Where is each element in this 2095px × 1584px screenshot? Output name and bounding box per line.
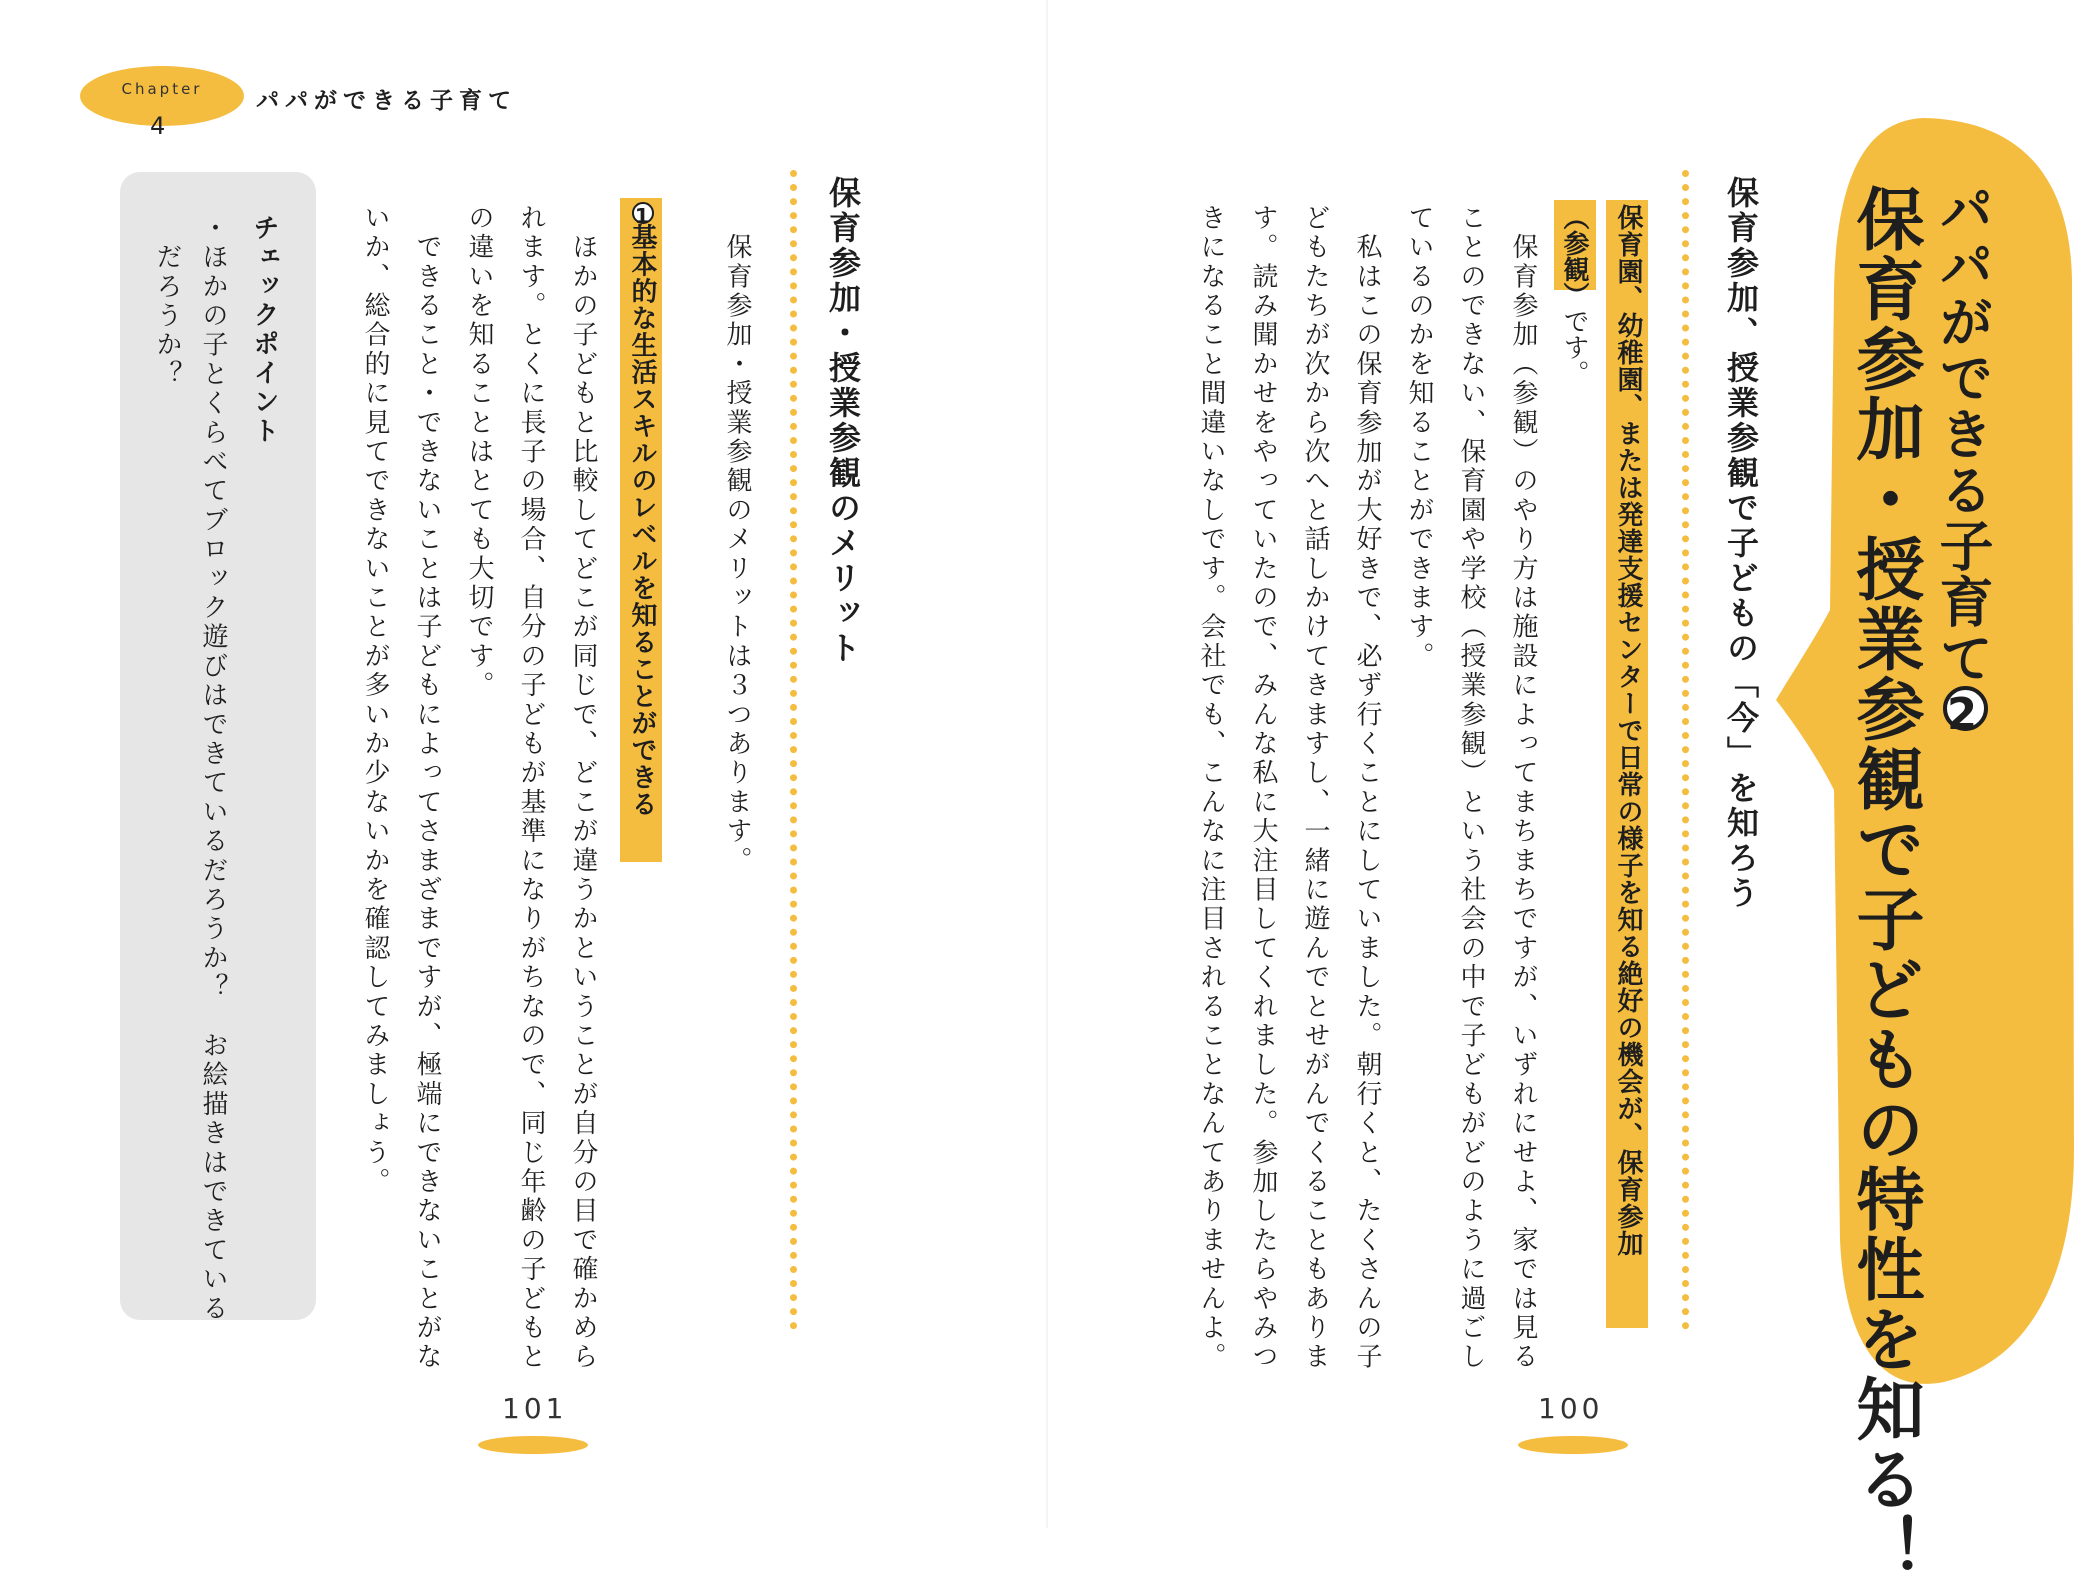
right-paragraph2-line4: きになること間違いなしです。会社でも、こんなに注目されることなんてありませんよ。 [1196, 204, 1226, 1372]
title-number-badge: 2 [1943, 686, 1988, 731]
lead-text: 保育園、幼稚園、または発達支援センターで日常の様子を知る絶好の機会が、保育参加 [1613, 204, 1643, 1257]
left-heading: 保育参加・授業参観のメリット [824, 176, 862, 666]
checkpoint-title: チェックポイント [249, 214, 279, 446]
lead-continuation-bold: （参観） [1559, 204, 1589, 308]
chapter-title: パパができる子育て [256, 88, 517, 114]
page-number-right-blob [1518, 1436, 1628, 1454]
right-paragraph1-line2: ことのできない、保育園や学校（授業参観）という社会の中で子どもがどのように過ごし [1456, 204, 1486, 1372]
left-paragraph1-line2: れます。とくに長子の場合、自分の子どもが基準になりがちなので、同じ年齢の子どもと [516, 204, 546, 1372]
title-line2: 保育参加・授業参観で子どもの特性を知る！ [1845, 184, 1924, 1584]
right-paragraph2-line3: す。読み聞かせをやっていたので、みんな私に大注目してくれました。参加したらやみつ [1248, 204, 1278, 1372]
page-number-left-blob [478, 1436, 588, 1454]
right-paragraph2-line2: どもたちが次から次へと話しかけてきますし、一緒に遊んでとせがんでくることもありま [1300, 204, 1330, 1372]
left-paragraph2-line2: いか、総合的に見てできないことが多いか少ないかを確認してみましょう。 [360, 204, 390, 1197]
left-paragraph2-line1: できること・できないことは子どもによってさまざまですが、極端にできないことがな [412, 204, 442, 1372]
section-heading: 保育参加、授業参観で子どもの「今」を知ろう [1722, 176, 1760, 911]
checkpoint-item-line2: だろうか？ [152, 214, 182, 390]
chapter-number: 4 [150, 112, 166, 140]
lead-continuation-rest: です。 [1559, 308, 1589, 386]
section-divider-left [790, 170, 797, 1330]
spine [1046, 0, 1048, 1528]
section-divider-right [1682, 170, 1689, 1330]
left-paragraph1-line1: ほかの子どもと比較してどこが同じで、どこが違うかということが自分の目で確かめら [568, 204, 598, 1372]
left-intro: 保育参加・授業参観のメリットは３つあります。 [722, 204, 752, 876]
title-line1 [1924, 182, 2001, 742]
right-paragraph1-line1: 保育参加（参観）のやり方は施設によってまちまちですが、いずれにせよ、家では見る [1508, 204, 1538, 1372]
page-number-left: 101 [502, 1392, 568, 1425]
sub-number-badge: 1 [630, 204, 654, 229]
lead-continuation [1556, 204, 1593, 386]
checkpoint-item-line1: ・ほかの子とくらべてブロック遊びはできているだろうか？ お絵描きはできている [198, 214, 228, 1324]
chapter-label: Chapter [121, 80, 203, 98]
sub-heading-text: 基本的な生活スキルのレベルを知ることができる [627, 223, 657, 818]
page-number-right: 100 [1538, 1392, 1604, 1425]
left-paragraph1-line3: の違いを知ることはとても大切です。 [464, 204, 494, 701]
right-paragraph2-line1: 私はこの保育参加が大好きで、必ず行くことにしていました。朝行くと、たくさんの子 [1352, 204, 1382, 1372]
title-line1-text: パパができる子育て [1931, 182, 1994, 686]
right-paragraph1-line3: ているのかを知ることができます。 [1404, 204, 1434, 672]
sub-heading [624, 202, 661, 818]
